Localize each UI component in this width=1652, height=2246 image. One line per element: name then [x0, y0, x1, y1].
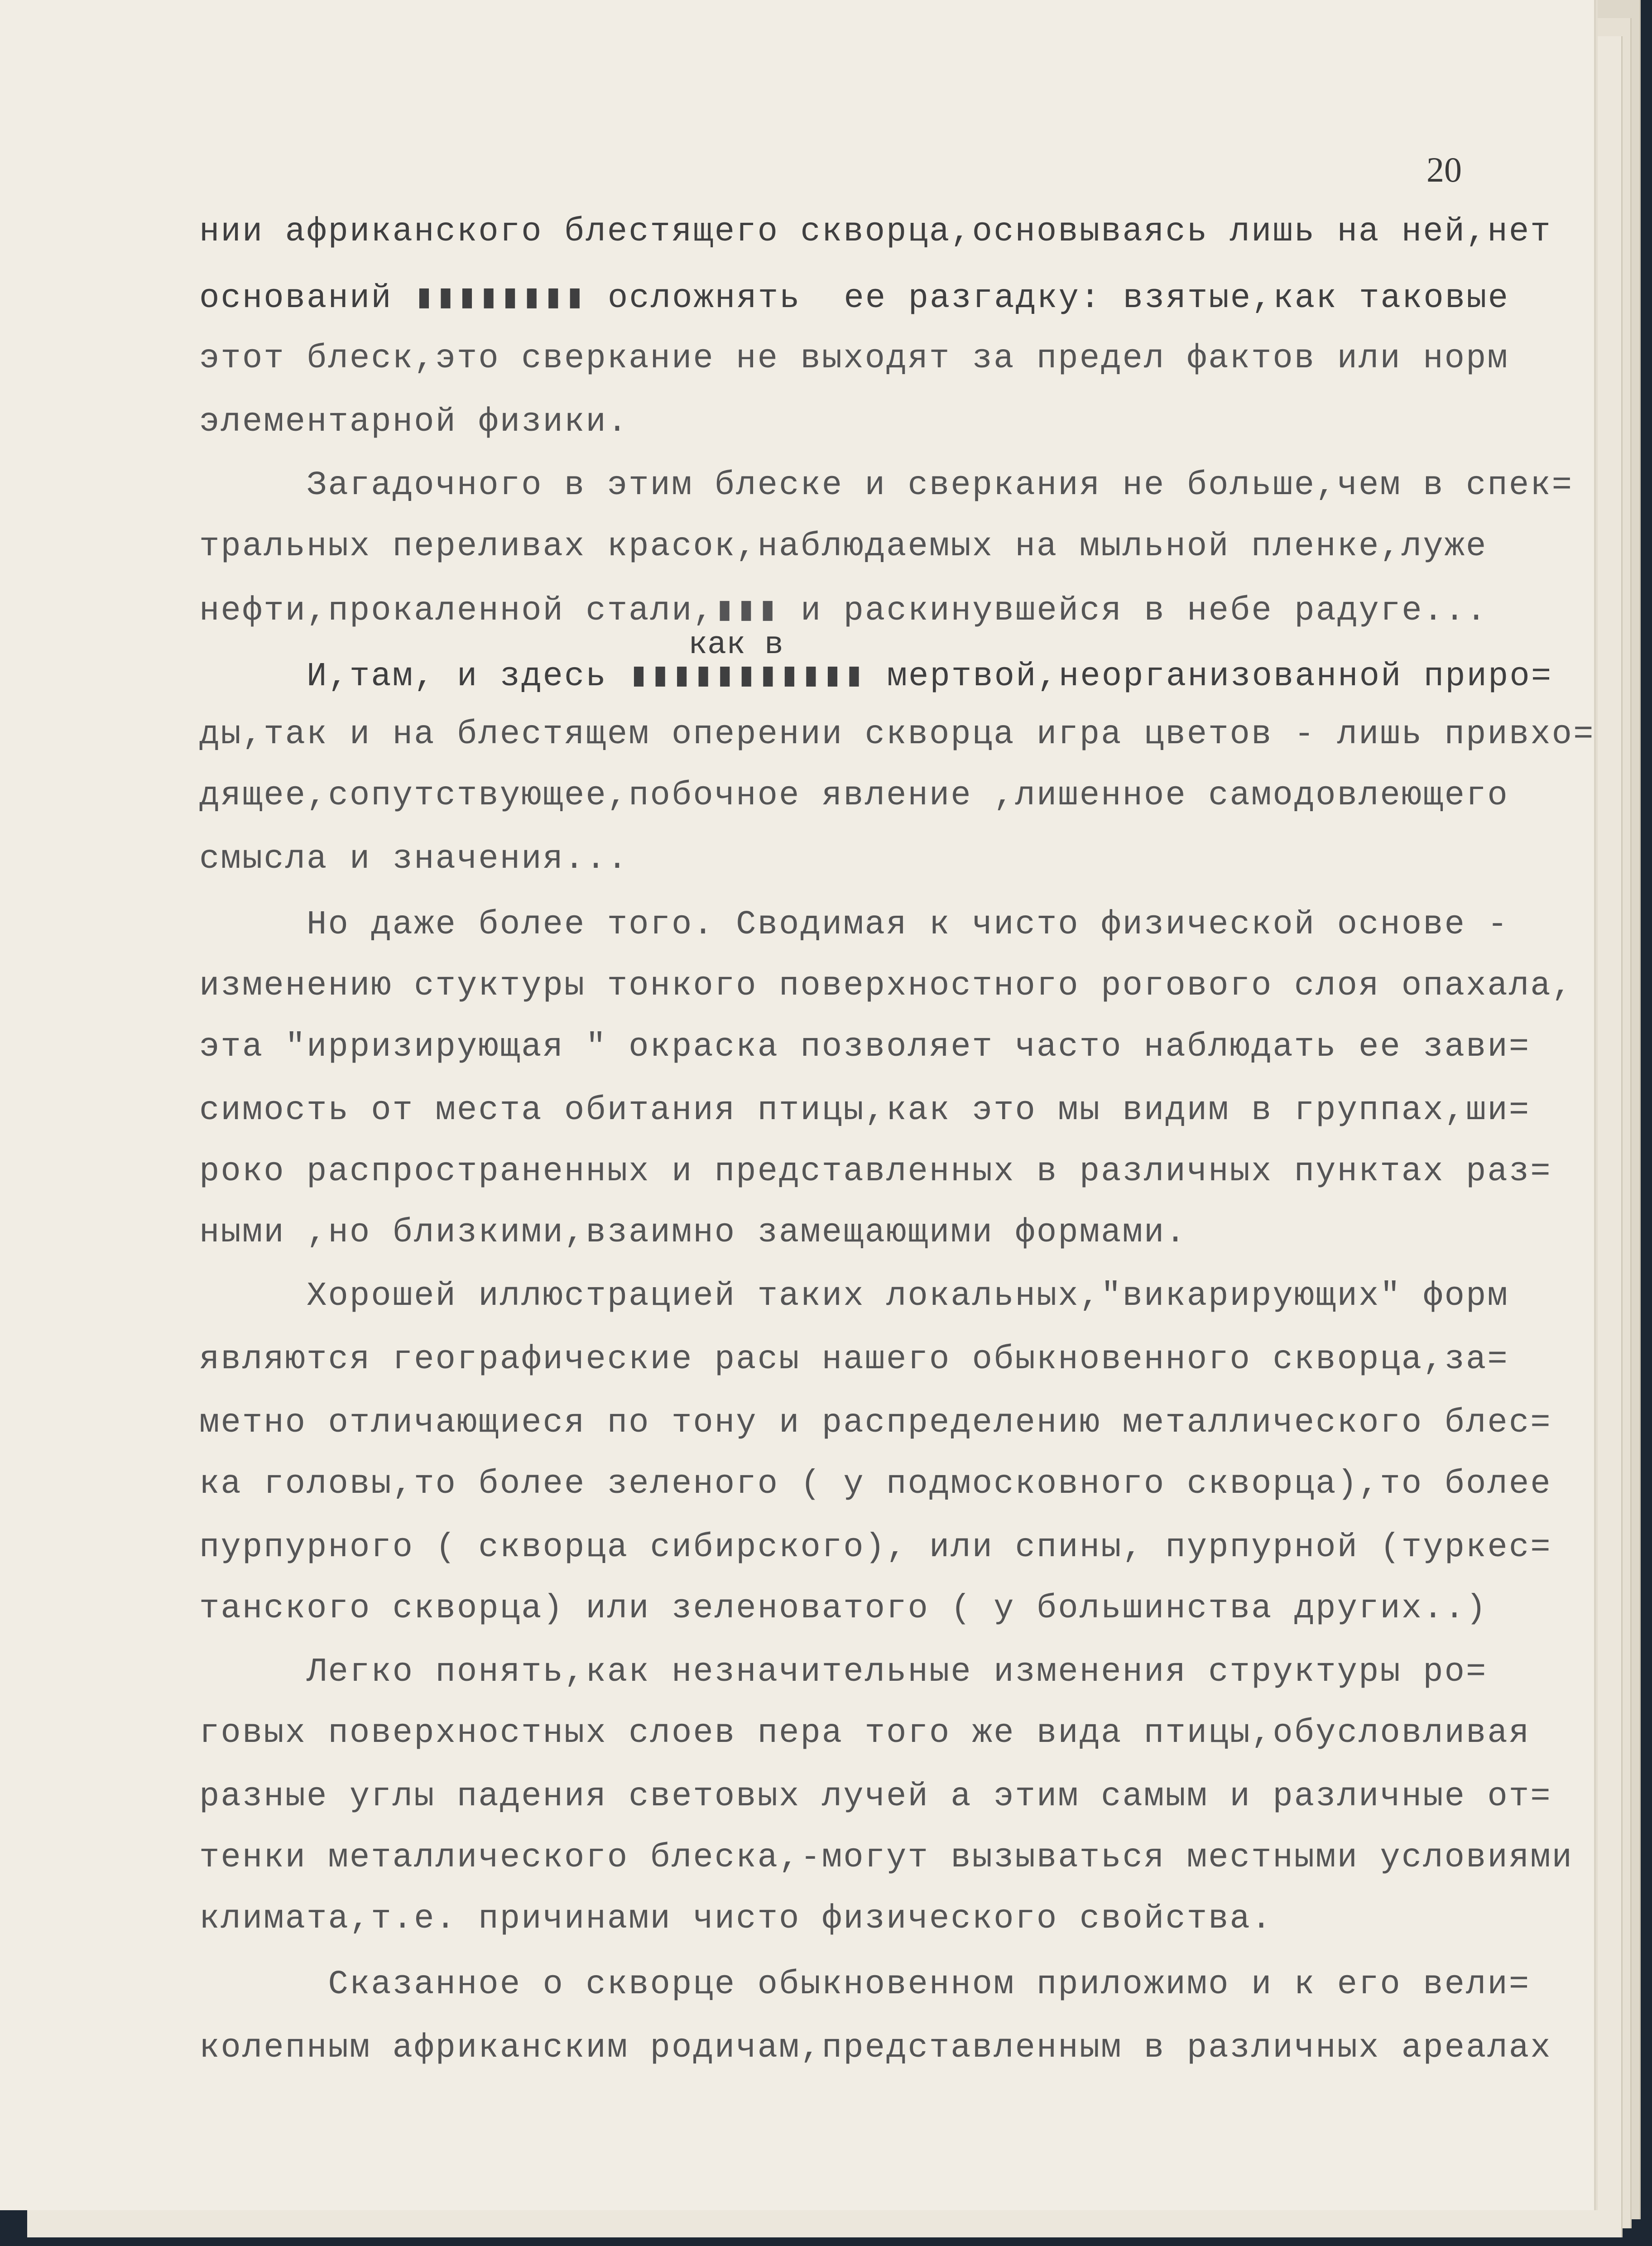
- text-line: нии африканского блестящего скворца,основываясь лишь на ней,нет: [199, 213, 1552, 251]
- text-line: этот блеск,это сверкание не выходят за предел фактов или норм: [199, 340, 1509, 378]
- handwritten-insertion: как в: [688, 627, 784, 663]
- text-line: пурпурного ( скворца сибирского), или спины, пурпурной (туркес=: [199, 1529, 1552, 1567]
- text-line: эта "ирризирующая " окраска позволяет часто наблюдать ее зави=: [199, 1028, 1531, 1066]
- text-line: тральных переливах красок,наблюдаемых на мыльной пленке,луже: [199, 528, 1488, 566]
- text-line: Легко понять,как незначительные изменения структуры ро=: [199, 1653, 1488, 1691]
- text-line: роко распространенных и представленных в различных пунктах раз=: [199, 1153, 1552, 1191]
- text-line: оснований ▮▮▮▮▮▮▮▮ осложнять ее разгадку: взятые,как таковые: [199, 279, 1509, 317]
- text-line: являются географические расы нашего обыкновенного скворца,за=: [199, 1341, 1509, 1379]
- text-line: И,там, и здесь ▮▮▮▮▮▮▮▮▮▮▮ мертвой,неорганизованной приро=: [199, 658, 1553, 696]
- text-line: Но даже более того. Сводимая к чисто физической основе -: [199, 906, 1509, 944]
- text-line: ка головы,то более зеленого ( у подмосковного скворца),то более: [199, 1465, 1552, 1503]
- text-line: Хорошей иллюстрацией таких локальных,"викарирующих" форм: [199, 1277, 1509, 1315]
- text-line: метно отличающиеся по тону и распределению металлического блес=: [199, 1404, 1552, 1442]
- page-number: 20: [1426, 150, 1462, 189]
- text-line: говых поверхностных слоев пера того же вида птицы,обусловливая: [199, 1714, 1531, 1752]
- text-line: ды,так и на блестящем оперении скворца игра цветов - лишь привхо=: [199, 716, 1595, 754]
- text-line: элементарной физики.: [199, 403, 629, 441]
- text-line: разные углы падения световых лучей а этим самым и различные от=: [199, 1778, 1552, 1816]
- text-line: Сказанное о скворце обыкновенном приложимо и к его вели=: [199, 1966, 1531, 2004]
- text-line: Загадочного в этим блеске и сверкания не больше,чем в спек=: [199, 467, 1574, 505]
- text-line: ными ,но близкими,взаимно замещающими формами.: [199, 1214, 1187, 1252]
- text-line: изменению стуктуры тонкого поверхностного рогового слоя опахала,: [199, 967, 1574, 1005]
- text-line: нефти,прокаленной стали,▮▮▮ и раскинувшейся в небе радуге...: [199, 592, 1488, 630]
- text-line: тенки металлического блеска,-могут вызываться местными условиями: [199, 1839, 1574, 1877]
- text-line: смысла и значения...: [199, 840, 629, 878]
- text-line: колепным африканским родичам,представленным в различных ареалах: [199, 2029, 1552, 2067]
- text-line: дящее,сопутствующее,побочное явление ,лишенное самодовлеющего: [199, 777, 1509, 815]
- text-line: танского скворца) или зеленоватого ( у большинства других..): [199, 1590, 1488, 1628]
- text-line: климата,т.е. причинами чисто физического свойства.: [199, 1900, 1273, 1938]
- text-line: симость от места обитания птицы,как это мы видим в группах,ши=: [199, 1092, 1531, 1130]
